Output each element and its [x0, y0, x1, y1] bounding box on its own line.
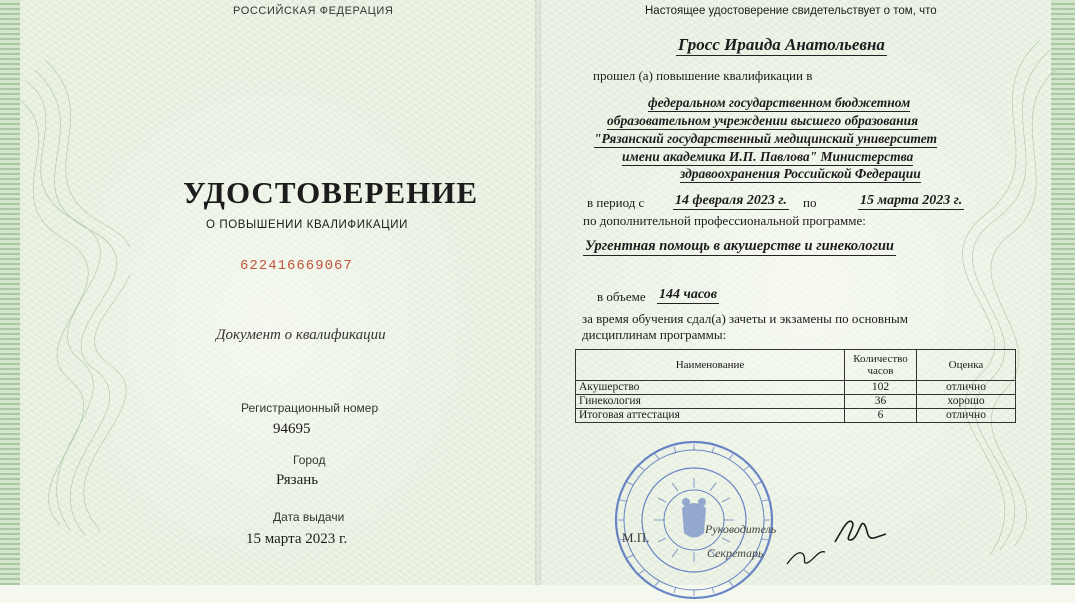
- person-name: Гросс Ираида Анатольевна: [678, 35, 885, 54]
- period-start: 14 февраля 2023 г.: [675, 193, 787, 208]
- issue-date-label: Дата выдачи: [273, 510, 345, 524]
- guilloche-pattern-icon: [20, 60, 130, 540]
- cell-hours: 6: [845, 409, 917, 423]
- reg-number-label: Регистрационный номер: [241, 401, 379, 415]
- table-row: [576, 381, 1016, 395]
- cell-grade: отлично: [917, 381, 1016, 395]
- intro-text: Настоящее удостоверение свидетельствует о том, что: [645, 5, 937, 17]
- period-to: по: [803, 195, 817, 210]
- mp-label: М.П.: [622, 530, 650, 545]
- issue-date: 15 марта 2023 г.: [246, 531, 348, 547]
- cell-hours: 36: [845, 395, 917, 409]
- disciplines-table: [575, 349, 1016, 423]
- official-stamp-icon: [612, 438, 777, 603]
- institution-line-2: образовательном учреждении высшего образования: [607, 113, 919, 128]
- institution-line-4: имени академика И.П. Павлова" Министерства: [622, 149, 914, 164]
- cell-hours: 102: [845, 381, 917, 395]
- city-label: Город: [293, 453, 326, 467]
- passed-text: прошел (а) повышение квалификации в: [593, 68, 813, 83]
- period-label: в период с: [587, 195, 645, 210]
- city: Рязань: [276, 472, 319, 488]
- period-end: 15 марта 2023 г.: [860, 193, 963, 208]
- institution-line-5: здравоохранения Российской Федерации: [680, 166, 921, 181]
- exams-text-1: за время обучения сдал(а) зачеты и экзамены по основным: [582, 311, 908, 326]
- signature-head-icon: [830, 510, 890, 550]
- country-label: РОССИЙСКАЯ ФЕДЕРАЦИЯ: [233, 5, 394, 17]
- exams-text-2: дисциплинам программы:: [582, 327, 727, 342]
- cell-grade: хорошо: [917, 395, 1016, 409]
- left-page: [0, 0, 538, 585]
- head-signature-label: Руководитель: [705, 522, 777, 536]
- guilloche-pattern-icon: [955, 40, 1055, 560]
- col-header-grade: Оценка: [917, 350, 1016, 381]
- reg-number: 94695: [273, 421, 311, 437]
- cell-grade: отлично: [917, 409, 1016, 423]
- document-type: Документ о квалификации: [216, 327, 386, 343]
- left-page-border: [0, 0, 20, 585]
- volume-value: 144 часов: [659, 287, 717, 302]
- volume-label: в объеме: [597, 289, 646, 304]
- secretary-signature-label: Секретарь: [707, 546, 764, 560]
- institution-line-3: "Рязанский государственный медицинский университет: [594, 131, 938, 146]
- col-header-name: Наименование: [576, 350, 845, 381]
- table-header-row: [576, 350, 1016, 381]
- serial-number: 622416669067: [240, 258, 353, 274]
- signature-secretary-icon: [783, 540, 828, 570]
- page-title: УДОСТОВЕРЕНИЕ: [183, 175, 479, 210]
- institution-line-1: федеральном государственном бюджетном: [648, 95, 911, 110]
- cell-name: Гинекология: [576, 395, 845, 409]
- program-label: по дополнительной профессиональной программе:: [583, 213, 866, 228]
- page-fold: [535, 0, 541, 585]
- cell-name: Акушерство: [576, 381, 845, 395]
- program-name: Ургентная помощь в акушерстве и гинекологии: [585, 238, 894, 254]
- cell-name: Итоговая аттестация: [576, 409, 845, 423]
- page-subtitle: О ПОВЫШЕНИИ КВАЛИФИКАЦИИ: [206, 219, 408, 231]
- col-header-hours: Количество часов: [845, 350, 917, 381]
- table-row: [576, 409, 1016, 423]
- table-row: [576, 395, 1016, 409]
